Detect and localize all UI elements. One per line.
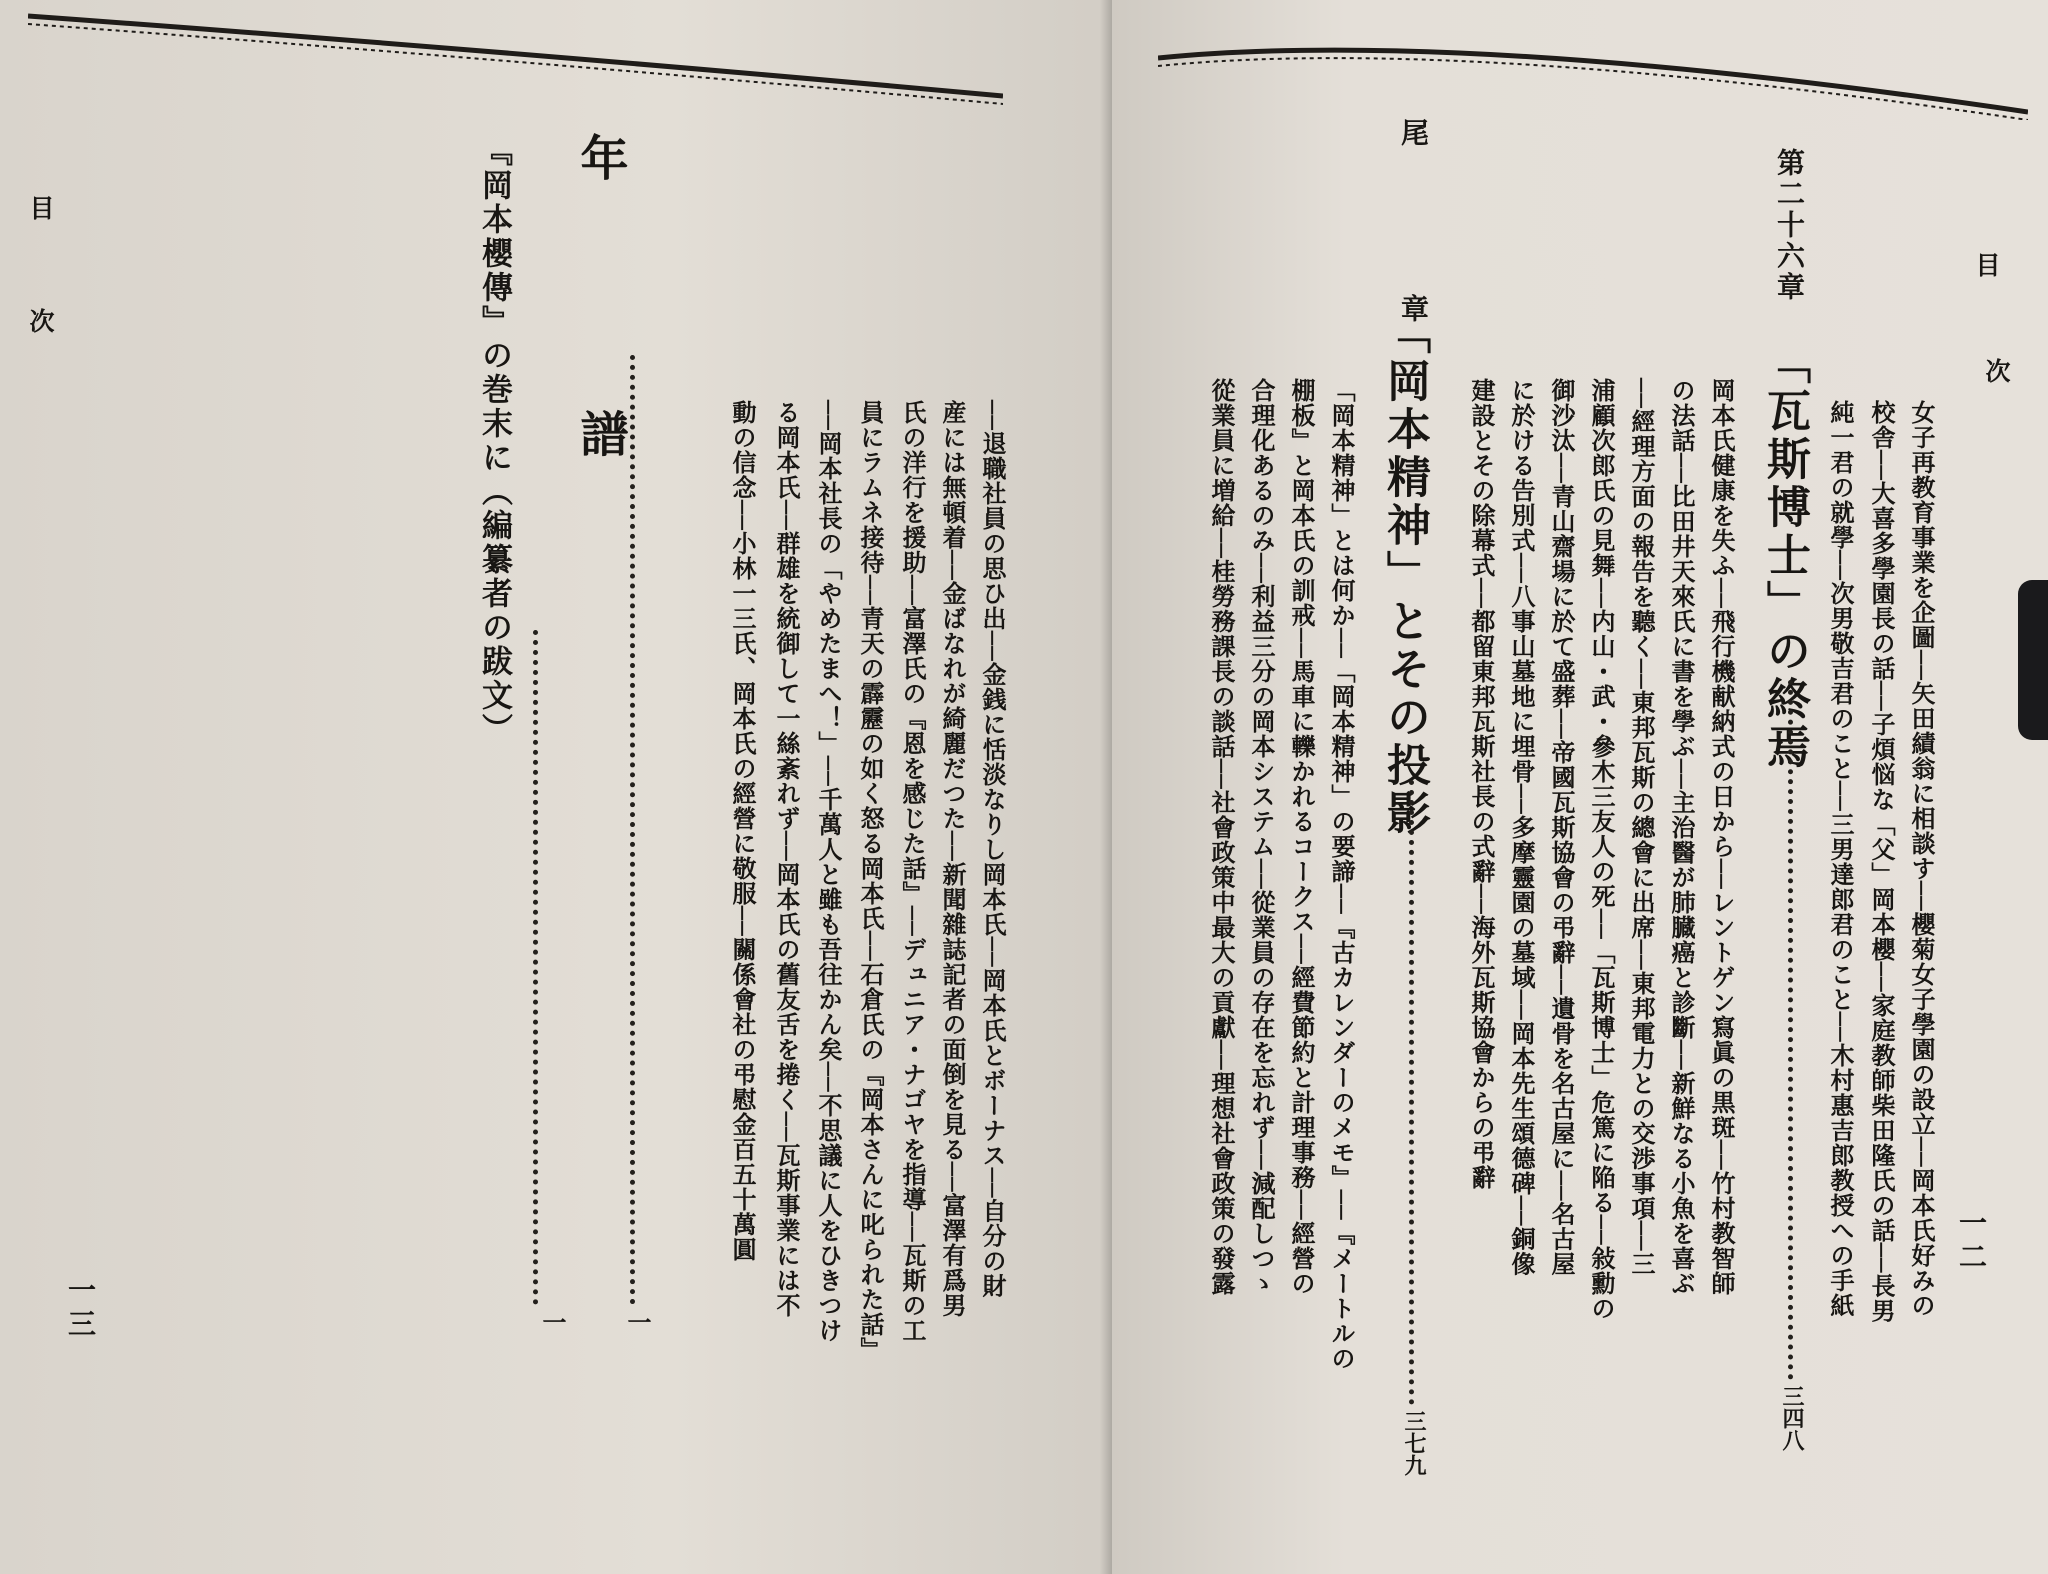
leader-dots [1409, 780, 1414, 1405]
chapter-subtext-line: 合理化あるのみ──利益三分の岡本システム──從業員の存在を忘れず──減配しつゝ [1247, 378, 1276, 1296]
running-head-ji: 次 [1982, 358, 2011, 384]
chapter-number: 尾 章 [1397, 118, 1430, 382]
leader-dots [630, 355, 635, 1305]
subtext-line: 産には無頓着──金ばなれが綺麗だつた──新聞雜誌記者の面倒を見る──富澤有爲男 [938, 400, 967, 1318]
page-number: 三四八 [1779, 1385, 1805, 1451]
subtext-line: ──退職社員の思ひ出──金銭に恬淡なりし岡本氏──岡本氏とボーナス──自分の財 [978, 400, 1007, 1299]
page-number: 一 [623, 1310, 652, 1334]
leader-dots [533, 630, 538, 1305]
chapter-subtext-line: 建設とその除幕式──都留東邦瓦斯社長の式辭──海外瓦斯協會からの弔辭 [1467, 378, 1496, 1190]
chapter-subtext-line: の法話──比田井天來氏に書を學ぶ──主治醫が肺臓癌と診斷──新鮮なる小魚を喜ぶ [1667, 378, 1696, 1296]
folio-page-number: 一二 [1955, 1208, 1988, 1276]
chapter-subtext-line: 「岡本精神」とは何か──「岡本精神」の要諦──『古カレンダーのメモ』──『メートルの [1327, 378, 1356, 1371]
leader-dots [1788, 680, 1793, 1380]
right-page [1112, 0, 2048, 1574]
page-number: 一 [538, 1310, 567, 1334]
top-ornamental-rule-left [28, 10, 1003, 110]
continuation-line: 女子再教育事業を企圖──矢田績翁に相談す──櫻菊女子學園の設立──岡本氏好みの [1907, 400, 1936, 1318]
chapter-number: 第二十六章 [1773, 148, 1806, 303]
chapter-subtext-line: 從業員に増給──桂勞務課長の談話──社會政策中最大の貢獻──理想社會政策の發露 [1207, 378, 1236, 1296]
chapter-subtext-line: 浦顧次郎氏の見舞──内山・武・參木三友人の死──「瓦斯博士」危篤に陥る──敍勳の [1587, 378, 1616, 1321]
subtext-line: 員にラムネ接待──青天の霹靂の如く怒る岡本氏──石倉氏の『岡本さんに叱られた話』 [856, 400, 885, 1362]
subtext-line: ──岡本社長の「やめたまへ！」──千萬人と雖も吾往かん矣──不思議に人をひきつけ [814, 400, 843, 1343]
chapter-title[interactable]: 「岡本精神」とその投影 [1379, 310, 1430, 838]
running-head-ji: 次 [26, 308, 55, 334]
top-ornamental-rule-right [1158, 20, 2028, 120]
subtext-line: 氏の洋行を援助──富澤氏の『恩を感じた話』──デュニア・ナゴヤを指導──瓦斯の工 [898, 400, 927, 1343]
chapter-subtext-line: 御沙汰──青山齋場に於て盛葬──帝國瓦斯協會の弔辭──遺骨を名古屋に──名古屋 [1547, 378, 1576, 1277]
running-head-mu: 目 [26, 195, 55, 221]
page-number: 三七九 [1401, 1410, 1427, 1476]
chapter-title[interactable]: 「瓦斯博士」の終焉 [1759, 340, 1810, 772]
subtext-line: 動の信念──小林一三氏、岡本氏の經營に敬服──關係會社の弔慰金百五十萬圓 [728, 400, 757, 1262]
chapter-subtext-line: に於ける告別式──八事山墓地に埋骨──多摩靈園の墓域──岡本先生頌德碑──銅像 [1507, 378, 1536, 1277]
folio-page-number: 一三 [64, 1275, 97, 1343]
page-clip [2018, 580, 2048, 740]
chapter-subtext-line: 岡本氏健康を失ふ──飛行機献納式の日から──レントゲン寫眞の黒斑──竹村教智師 [1707, 378, 1736, 1296]
entry-title-kanmatsu[interactable]: 『岡本櫻傳』の巻末に（編纂者の跋文） [476, 135, 512, 747]
subtext-line: る岡本氏──群雄を統御して一絲紊れず──岡本氏の舊友舌を捲く──瓦斯事業には不 [772, 400, 801, 1318]
continuation-line: 純一君の就學──次男敬吉君のこと──三男達郎君のこと──木村惠吉郎教授への手紙 [1826, 400, 1855, 1318]
chapter-subtext-line: 棚板』と岡本氏の訓戒──馬車に轢かれるコークス──經費節約と計理事務──經營の [1287, 378, 1316, 1296]
entry-title-nenpu[interactable]: 年 譜 [572, 133, 628, 547]
continuation-line: 校舎──大喜多學園長の話──子煩悩な「父」岡本櫻──家庭教師柴田隆氏の話──長男 [1867, 400, 1896, 1324]
running-head-mu: 目 [1972, 252, 2001, 278]
chapter-subtext-line: ──經理方面の報告を聽く──東邦瓦斯の總會に出席──東邦電力との交渉事項──三 [1627, 378, 1656, 1277]
